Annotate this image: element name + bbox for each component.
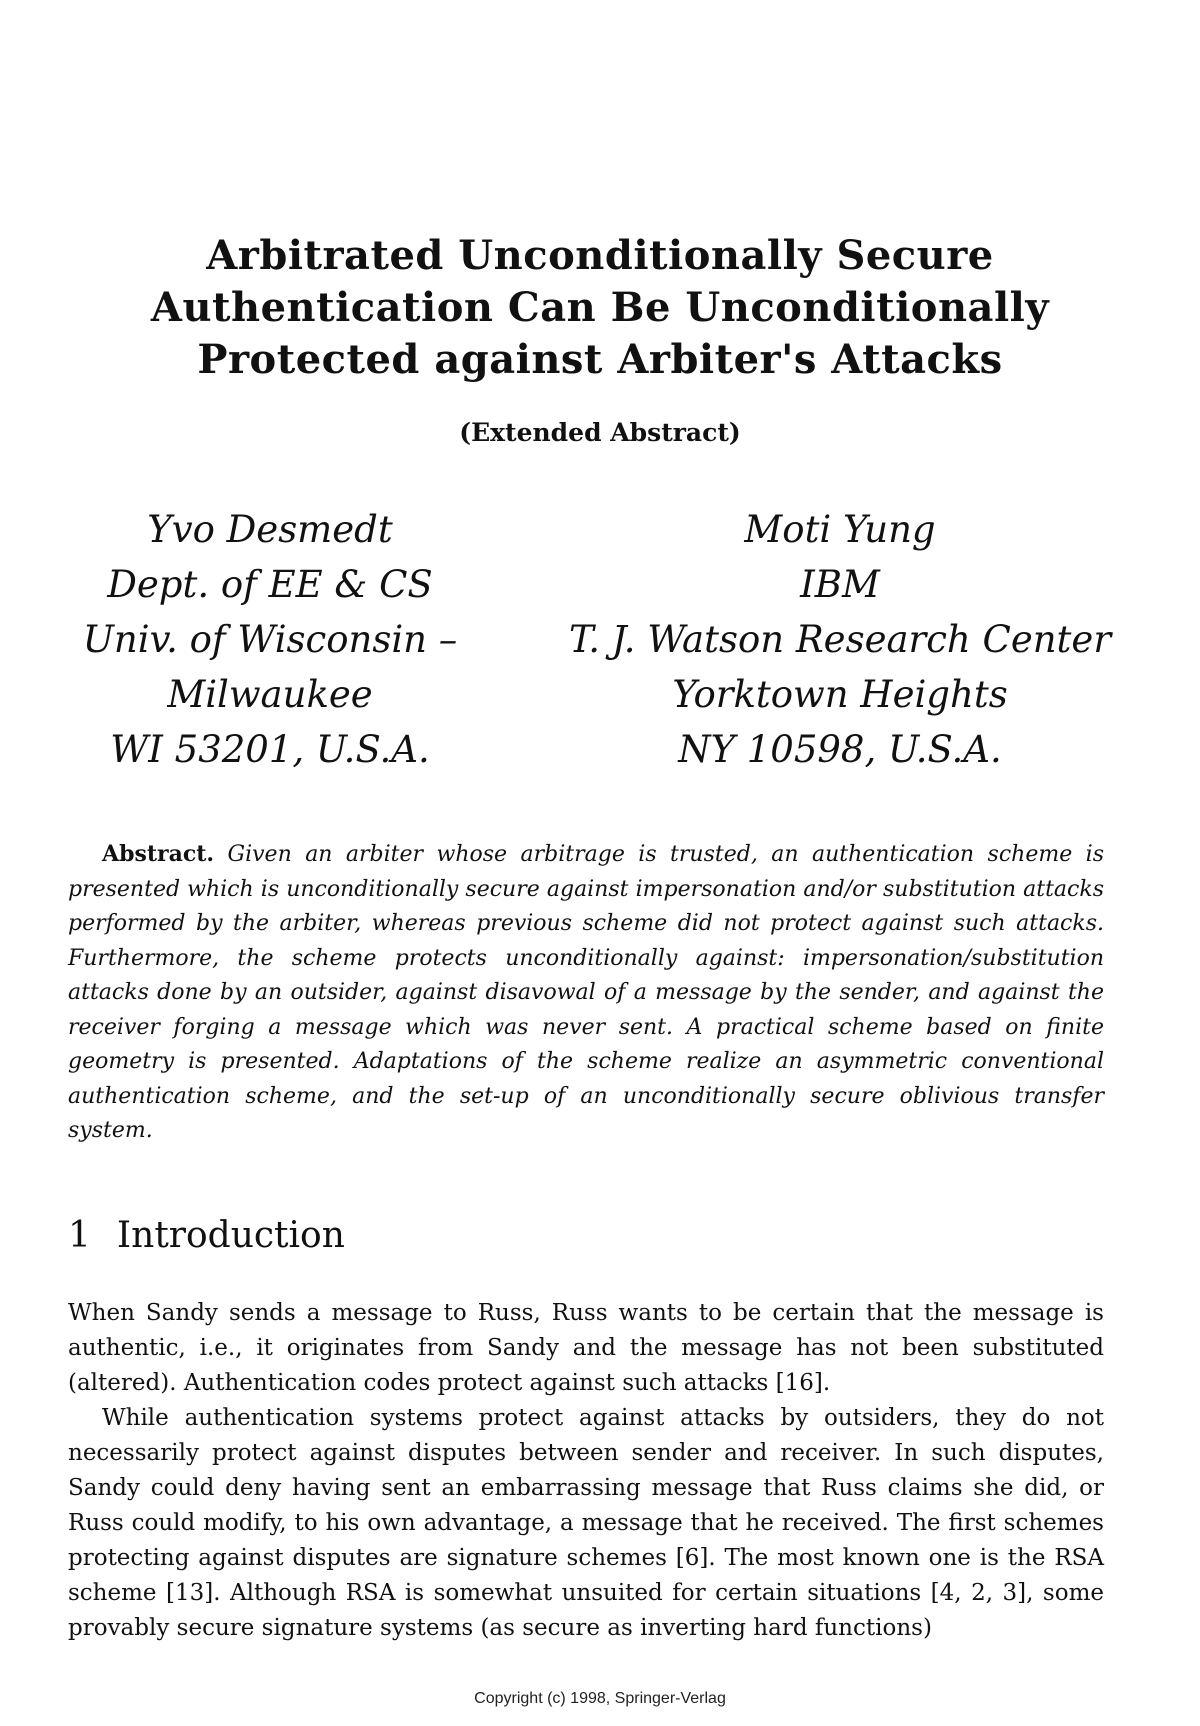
author-address: NY 10598, U.S.A. [678,728,1002,771]
author-block-desmedt [70,502,470,777]
paragraph: When Sandy sends a message to Russ, Russ wants to be certain that the message is authentic, i.e., it originates from Sandy and the message has not been substituted (altered). Authentication codes protect against such attacks [16]. [68,1300,1104,1396]
abstract [68,837,1104,1149]
abstract-label: Abstract. [102,841,215,867]
author-address: WI 53201, U.S.A. [110,728,430,771]
author-affiliation: Milwaukee [167,673,373,716]
author-affiliation: Dept. of EE & CS [107,563,433,606]
author-name: Moti Yung [744,508,936,551]
author-affiliation: Yorktown Heights [672,673,1008,716]
paper-title [0,230,1200,386]
author-affiliation: T. J. Watson Research Center [568,618,1112,661]
title-line: Authentication Can Be Unconditionally [150,284,1050,331]
section-number: 1 [68,1215,91,1256]
author-affiliation: IBM [800,563,880,606]
title-line: Protected against Arbiter's Attacks [197,336,1003,383]
section-title: Introduction [116,1215,345,1256]
author-affiliation: Univ. of Wisconsin – [82,618,458,661]
section-heading [68,1215,768,1256]
author-block-yung [520,502,1160,777]
copyright-notice: Copyright (c) 1998, Springer-Verlag [474,1690,726,1707]
paragraph: While authentication systems protect against attacks by outsiders, they do not necessarily protect against disputes between sender and receiver. In such disputes, Sandy could deny having sent an embarrassing message that Russ claims she did, or Russ could modify, to his own advantage, a message that he received. The first schemes protecting against disputes are signature schemes [6]. The most known one is the RSA scheme [13]. Although RSA is somewhat unsuited for certain situations [4, 2, 3], some provably secure signature systems (as secure as inverting hard functions) [68,1405,1104,1641]
abstract-text: Given an arbiter whose arbitrage is trusted, an authentication scheme is presented which is unconditionally secure against impersonation and/or substitution attacks performed by the arbiter, whereas previous scheme did not protect against such attacks. Furthermore, the scheme protects unconditionally against: impersonation/substitution attacks done by an outsider, against disavowal of a message by the sender, and against the receiver forging a message which was never sent. A practical scheme based on finite geometry is presented. Adaptations of the scheme realize an asymmetric conventional authentication scheme, and the set-up of an unconditionally secure oblivious transfer system. [68,842,1104,1143]
paper-subtitle: (Extended Abstract) [459,418,741,447]
author-name: Yvo Desmedt [147,508,393,551]
introduction-body [68,1296,1104,1646]
title-line: Arbitrated Unconditionally Secure [206,232,994,279]
